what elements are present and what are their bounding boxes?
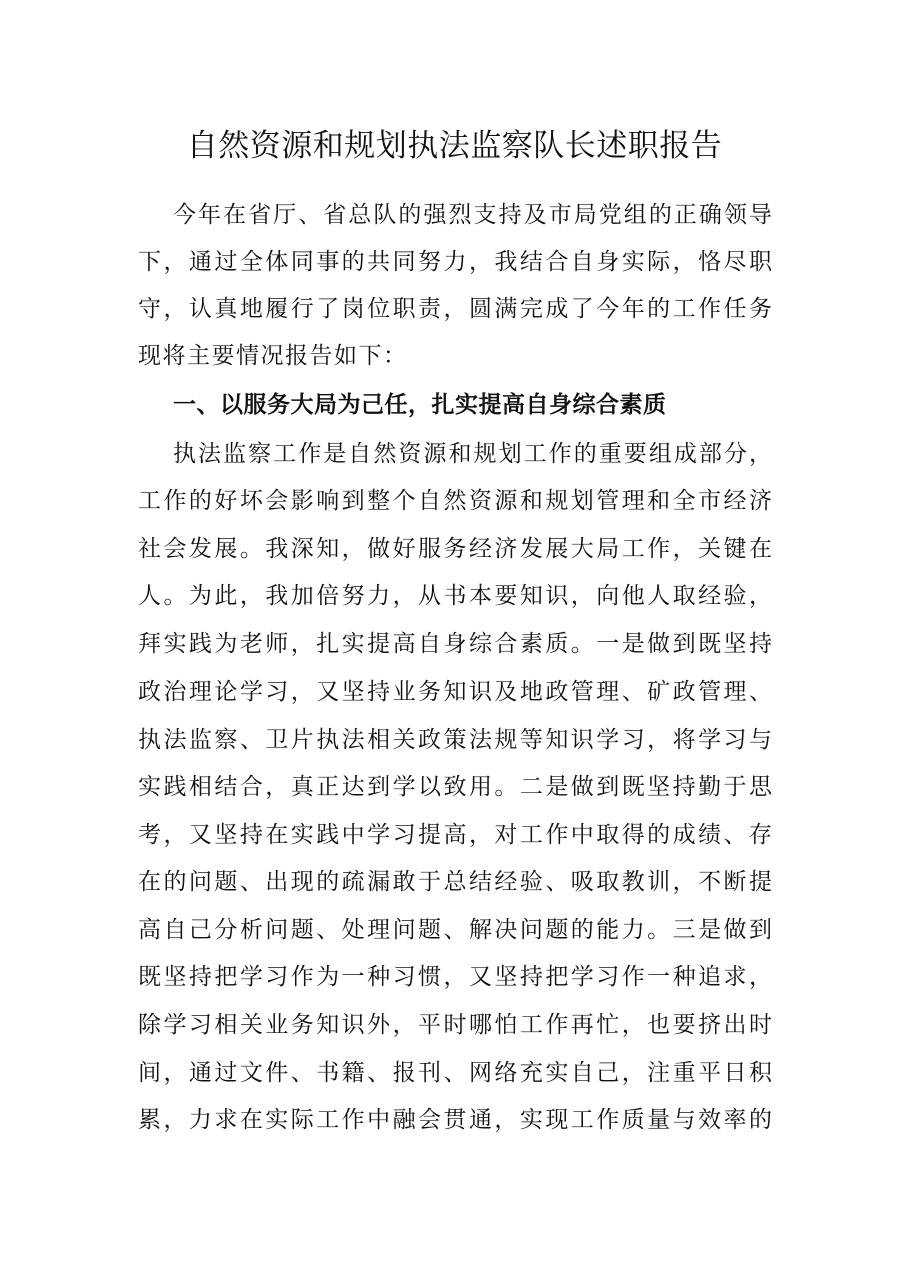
body-line-7: 执法监察、卫片执法相关政策法规等知识学习，将学习与 <box>138 727 772 753</box>
document-title: 自然资源和规划执法监察队长述职报告 <box>186 128 723 164</box>
body-line-14: 间，通过文件、书籍、报刊、网络充实自己，注重平日积 <box>138 1060 772 1086</box>
intro-line-2: 下，通过全体同事的共同努力，我结合自身实际，恪尽职 <box>138 249 772 275</box>
body-line-11: 高自己分析问题、处理问题、解决问题的能力。三是做到 <box>138 917 772 943</box>
body-line-5: 拜实践为老师，扎实提高自身综合素质。一是做到既坚持 <box>138 631 772 657</box>
intro-line-3: 守，认真地履行了岗位职责，圆满完成了今年的工作任务 <box>138 296 772 322</box>
body-line-6: 政治理论学习，又坚持业务知识及地政管理、矿政管理、 <box>138 679 772 705</box>
body-line-4: 人。为此，我加倍努力，从书本要知识，向他人取经验， <box>138 583 772 609</box>
section-heading-1: 一、以服务大局为己任，扎实提高自身综合素质 <box>173 392 667 418</box>
body-line-10: 在的问题、出现的疏漏敢于总结经验、吸取教训，不断提 <box>138 869 772 895</box>
intro-line-1: 今年在省厅、省总队的强烈支持及市局党组的正确领导 <box>173 202 772 228</box>
body-line-13: 除学习相关业务知识外，平时哪怕工作再忙，也要挤出时 <box>138 1012 772 1038</box>
body-line-12: 既坚持把学习作为一种习惯，又坚持把学习作一种追求， <box>138 964 772 990</box>
body-line-9: 考，又坚持在实践中学习提高，对工作中取得的成绩、存 <box>138 822 772 848</box>
intro-line-4: 现将主要情况报告如下： <box>138 343 408 369</box>
body-line-15: 累，力求在实际工作中融会贯通，实现工作质量与效率的 <box>138 1107 772 1133</box>
body-line-1: 执法监察工作是自然资源和规划工作的重要组成部分， <box>173 441 772 467</box>
body-line-8: 实践相结合，真正达到学以致用。二是做到既坚持勤于思 <box>138 774 772 800</box>
body-line-2: 工作的好坏会影响到整个自然资源和规划管理和全市经济 <box>138 488 772 514</box>
body-line-3: 社会发展。我深知，做好服务经济发展大局工作，关键在 <box>138 536 772 562</box>
